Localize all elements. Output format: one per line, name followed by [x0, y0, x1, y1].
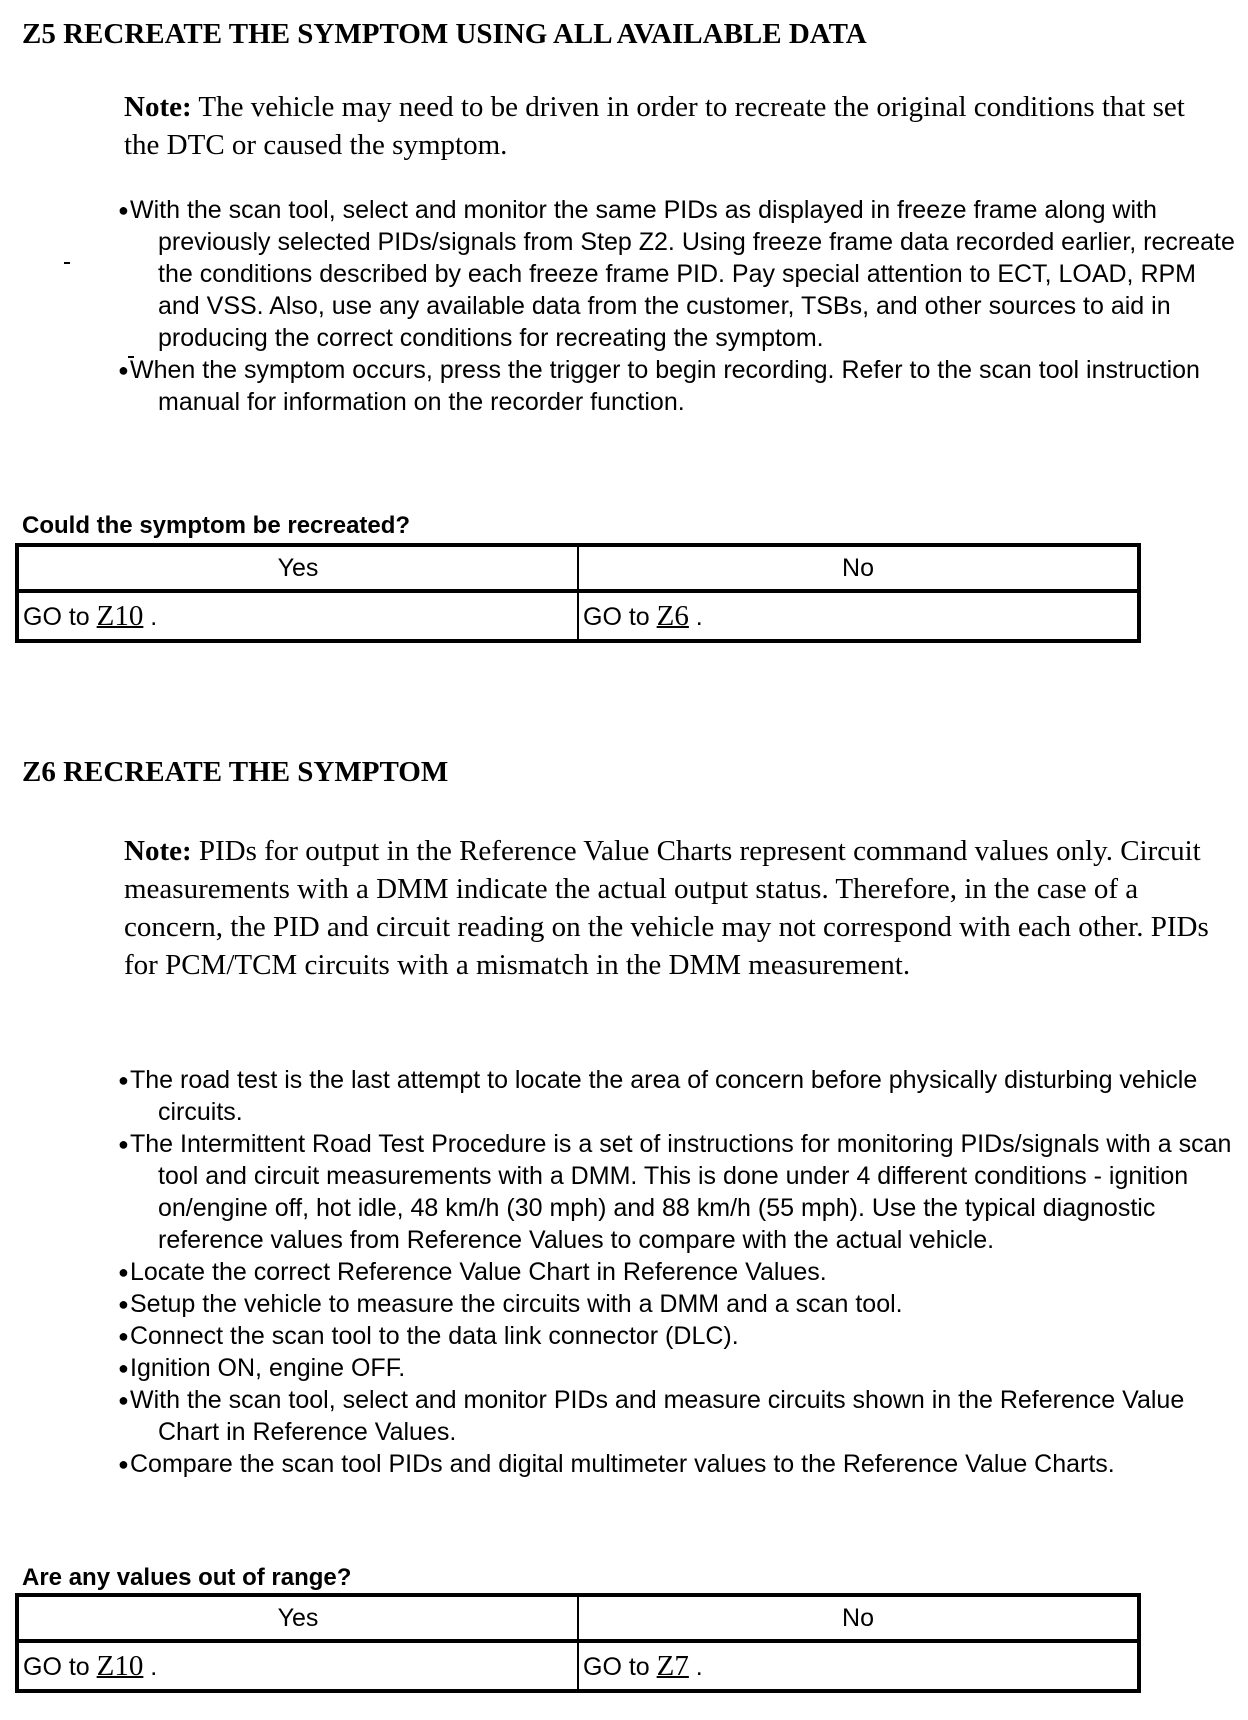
list-item: ●The Intermittent Road Test Procedure is a set of instructions for monitoring PIDs/signals with a scan tool and circuit measurements with a DMM. This is done under 4 different conditions - ignition on/engine off, hot idle, 48 km/h (30 mph) and 88 km/h (55 mph). Use the typical diagnostic reference values from Reference Values to compare with the actual vehicle. [118, 1130, 1232, 1254]
bullet-icon: ● [118, 1390, 129, 1410]
note-text: PIDs for output in the Reference Value Charts represent command values only. Circuit measurements with a DMM indicate the actual output status. Therefore, in the case of a concern, the PID and circuit reading on the vehicle may not correspond with each other. PIDs for PCM/TCM circuits with a mismatch in the DMM measurement. [124, 835, 1209, 981]
list-item: ●Connect the scan tool to the data link connector (DLC). [118, 1322, 739, 1350]
z5-bullet-list [106, 194, 1236, 418]
z5-question: Could the symptom be recreated? [22, 512, 411, 539]
bullet-icon: ● [118, 1134, 129, 1154]
note-label: Note: [124, 835, 192, 867]
note-text: The vehicle may need to be driven in order to recreate the original conditions that set the DTC or caused the symptom. [124, 91, 1185, 161]
no-cell: GO to Z6 . [578, 591, 1139, 641]
list-item: ●Ignition ON, engine OFF. [118, 1354, 406, 1382]
list-item: ●With the scan tool, select and monitor the same PIDs as displayed in freeze frame along with previously selected PIDs/signals from Step Z2. Using freeze frame data recorded earlier, recreate the conditions described by each freeze frame PID. Pay special attention to ECT, LOAD, RPM and VSS. Also, use any available data from the customer, TSBs, and other sources to aid in producing the correct conditions for recreating the symptom. [118, 196, 1235, 352]
column-header-yes: Yes [17, 545, 578, 591]
note-label: Note: [124, 91, 192, 123]
column-header-no: No [578, 545, 1139, 591]
list-item: ●When the symptom occurs, press the trigger to begin recording. Refer to the scan tool instruction manual for information on the recorder function. [118, 356, 1200, 416]
step-z5-title: Z5 RECREATE THE SYMPTOM USING ALL AVAILABLE DATA [22, 18, 867, 50]
bullet-icon: ● [118, 200, 129, 220]
goto-z10-link[interactable]: Z10 [96, 1649, 144, 1682]
list-item: ●The road test is the last attempt to locate the area of concern before physically disturbing vehicle circuits. [118, 1066, 1198, 1126]
column-header-yes: Yes [17, 1595, 578, 1641]
bullet-icon: ● [118, 1294, 129, 1314]
stray-mark [64, 262, 70, 264]
z6-bullet-list [106, 1064, 1236, 1480]
list-item: ●With the scan tool, select and monitor PIDs and measure circuits shown in the Reference Value Chart in Reference Values. [118, 1386, 1185, 1446]
bullet-icon: ● [118, 1070, 129, 1090]
z6-decision-table [15, 1593, 1141, 1693]
goto-z7-link[interactable]: Z7 [656, 1649, 689, 1682]
z6-note [124, 832, 1234, 984]
bullet-icon: ● [118, 1454, 129, 1474]
yes-cell: GO to Z10 . [17, 591, 578, 641]
z6-question: Are any values out of range? [22, 1564, 352, 1591]
goto-z6-link[interactable]: Z6 [656, 599, 689, 632]
bullet-icon: ● [118, 360, 129, 380]
z5-note [124, 88, 1224, 164]
bullet-icon: ● [118, 1358, 129, 1378]
table-row [17, 591, 1139, 641]
list-item: ●Locate the correct Reference Value Chart in Reference Values. [118, 1258, 827, 1286]
z5-decision-table [15, 543, 1141, 643]
step-z6-title: Z6 RECREATE THE SYMPTOM [22, 756, 449, 788]
no-cell: GO to Z7 . [578, 1641, 1139, 1691]
bullet-icon: ● [118, 1326, 129, 1346]
table-row [17, 1641, 1139, 1691]
list-item: ●Compare the scan tool PIDs and digital multimeter values to the Reference Value Charts. [118, 1450, 1115, 1478]
column-header-no: No [578, 1595, 1139, 1641]
list-item: ●Setup the vehicle to measure the circuits with a DMM and a scan tool. [118, 1290, 903, 1318]
bullet-icon: ● [118, 1262, 129, 1282]
goto-z10-link[interactable]: Z10 [96, 599, 144, 632]
yes-cell: GO to Z10 . [17, 1641, 578, 1691]
